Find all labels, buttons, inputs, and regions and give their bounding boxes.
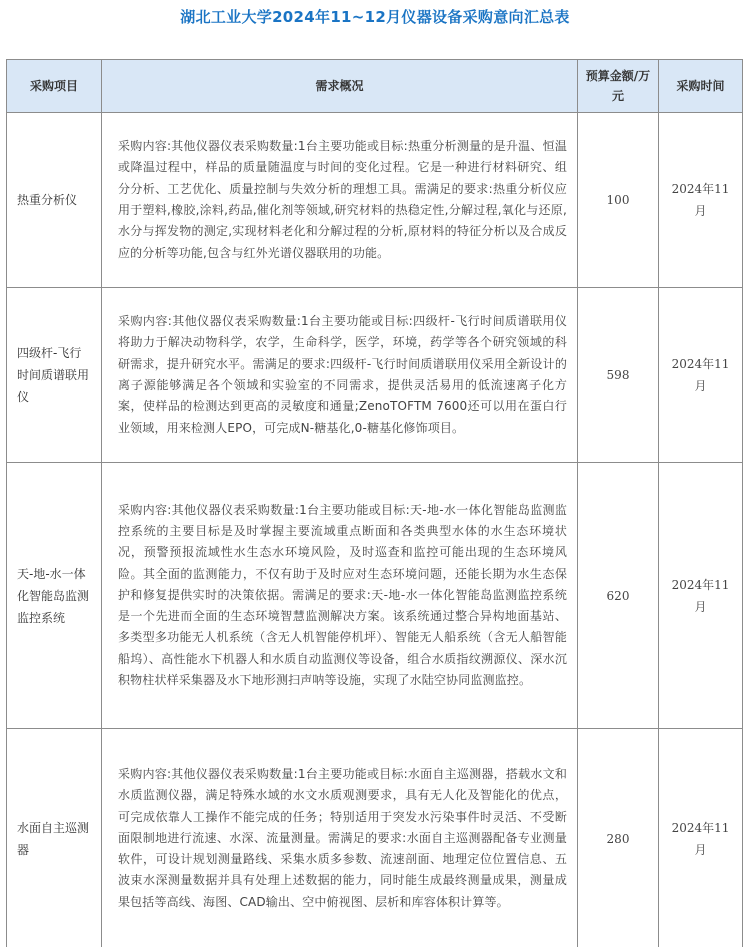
header-item: 采购项目	[7, 60, 102, 113]
row-description: 采购内容:其他仪器仪表采购数量:1台主要功能或目标:热重分析测量的是升温、恒温或降温过程中，样品的质量随温度与时间的变化过程。它是一种进行材料研究、组分分析、工艺优化、质量控制与失效分析的理想工具。需满足的要求:热重分析仪应用于塑料,橡胶,涂料,药品,催化剂等领域,研究材料的热稳定性,分解过程,氧化与还原,水分与挥发物的测定,实现材料老化和分解过程的分析,原材料的特征分析以及合成反应的分析等功能,包含与红外光谱仪器联用的功能。	[102, 113, 578, 288]
row-description: 采购内容:其他仪器仪表采购数量:1台主要功能或目标:四级杆-飞行时间质谱联用仪将助力于解决动物科学，农学，生命科学，医学，环境，药学等各个研究领域的科研需求，提升研究水平。需满足的要求:四级杆-飞行时间质谱联用仪采用全新设计的离子源能够满足各个领域和实验室的不同需求，提供灵活易用的低流速离子化方案，使样品的检测达到更高的灵敏度和通量;ZenoTOFTM 7600还可以用在蛋白行业领域，用来检测人EPO，可完成N-糖基化,0-糖基化修饰项目。	[102, 288, 578, 463]
row-item: 天-地-水一体化智能岛监测监控系统	[7, 463, 102, 729]
row-budget: 280	[578, 729, 659, 947]
row-time: 2024年11月	[659, 729, 743, 947]
row-item: 水面自主巡测器	[7, 729, 102, 947]
header-budget: 预算金额/万元	[578, 60, 659, 113]
table-header-row	[7, 60, 743, 113]
header-time: 采购时间	[659, 60, 743, 113]
row-budget: 100	[578, 113, 659, 288]
table-row	[7, 463, 743, 729]
row-description: 采购内容:其他仪器仪表采购数量:1台主要功能或目标:天-地-水一体化智能岛监测监控系统的主要目标是及时掌握主要流域重点断面和各类典型水体的水生态环境状况，预警预报流域性水生态水环境风险，及时巡查和监控可能出现的生态环境风险。其全面的监测能力，不仅有助于及时应对生态环境问题，还能长期为水生态保护和修复提供实时的决策依据。需满足的要求:天-地-水一体化智能岛监测监控系统是一个先进而全面的生态环境智慧监测解决方案。该系统通过整合异构地面基站、多类型多功能无人机系统（含无人机智能停机坪）、智能无人船系统（含无人船智能船坞）、高性能水下机器人和水质自动监测仪等设备，组合水质指纹溯源仪、深水沉积物柱状样采集器及水下地形测扫声呐等设施，实现了水陆空协同监测监控。	[102, 463, 578, 729]
row-time: 2024年11月	[659, 113, 743, 288]
table-row	[7, 729, 743, 947]
row-time: 2024年11月	[659, 288, 743, 463]
row-item: 四级杆-飞行时间质谱联用仪	[7, 288, 102, 463]
page-title: 湖北工业大学2024年11~12月仪器设备采购意向汇总表	[180, 8, 570, 26]
row-budget: 620	[578, 463, 659, 729]
row-budget: 598	[578, 288, 659, 463]
row-item: 热重分析仪	[7, 113, 102, 288]
table-row	[7, 288, 743, 463]
row-time: 2024年11月	[659, 463, 743, 729]
header-desc: 需求概况	[102, 60, 578, 113]
row-description: 采购内容:其他仪器仪表采购数量:1台主要功能或目标:水面自主巡测器，搭载水文和水质监测仪器，满足特殊水域的水文水质观测要求，具有无人化及智能化的优点，可完成依靠人工操作不能完成的任务；特别适用于突发水污染事件时灵活、不受断面限制地进行流速、水深、流量测量。需满足的要求:水面自主巡测器配备专业测量软件，可设计规划测量路线、采集水质多参数、流速剖面、地理定位位置信息、五波束水深测量数据并具有处理上述数据的能力，同时能生成最终测量成果，测量成果包括等高线、海图、CAD输出、空中俯视图、层析和库容体积计算等。	[102, 729, 578, 947]
procurement-table	[6, 59, 743, 947]
table-row	[7, 113, 743, 288]
